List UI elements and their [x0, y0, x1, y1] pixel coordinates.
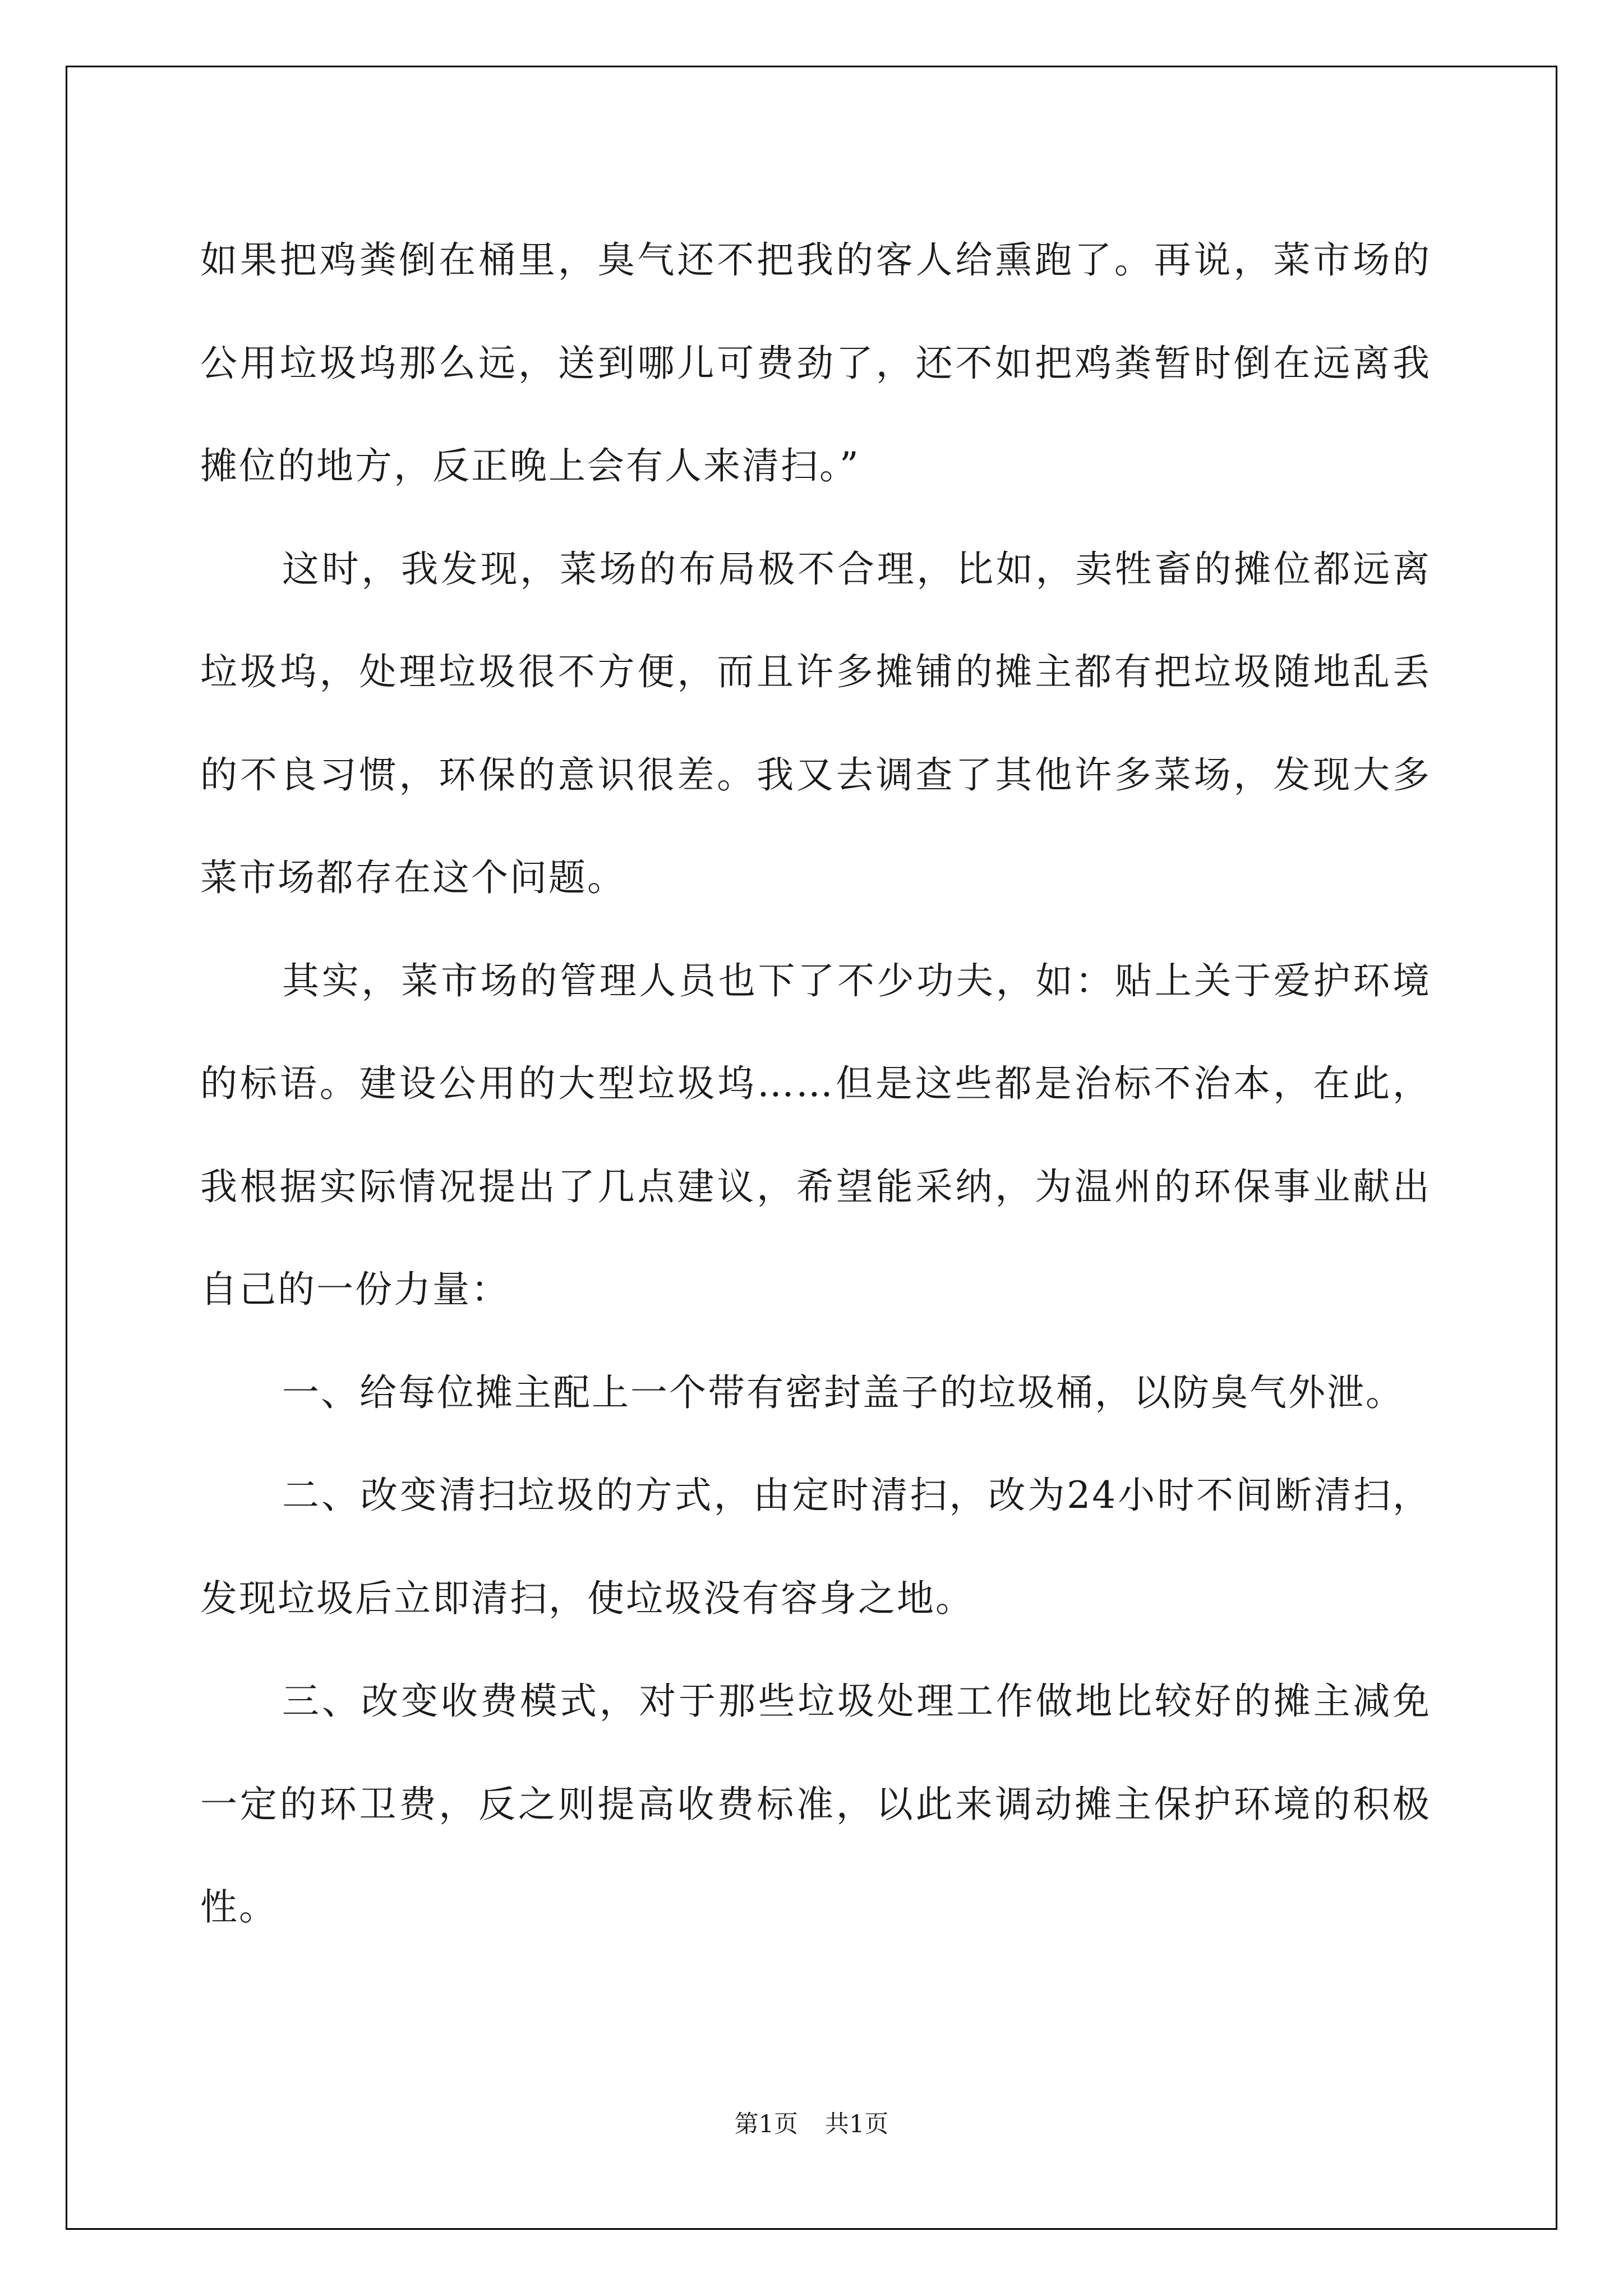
- document-body: [200, 209, 1431, 1959]
- paragraph-market-layout: 这时，我发现，菜场的布局极不合理，比如，卖牲畜的摊位都远离垃圾坞，处理垃圾很不方便，而且许多摊铺的摊主都有把垃圾随地乱丢的不良习惯，环保的意识很差。我又去调查了其他许多菜场，发现大多菜市场都存在这个问题。: [200, 547, 1431, 899]
- page-number-total: 共1页: [825, 2110, 889, 2138]
- page-footer: [0, 2110, 1623, 2139]
- suggestion-three: 三、改变收费模式，对于那些垃圾处理工作做地比较好的摊主减免一定的环卫费，反之则提高收费标准，以此来调动摊主保护环境的积极性。: [200, 1680, 1431, 1929]
- paragraph-management-efforts: 其实，菜市场的管理人员也下了不少功夫，如：贴上关于爱护环境的标语。建设公用的大型垃圾坞……但是这些都是治标不治本，在此，我根据实际情况提出了几点建议，希望能采纳，为温州的环保事业献出自己的一份力量：: [200, 959, 1431, 1311]
- paragraph-continuation: 如果把鸡粪倒在桶里，臭气还不把我的客人给熏跑了。再说，菜市场的公用垃圾坞那么远，送到哪儿可费劲了，还不如把鸡粪暂时倒在远离我摊位的地方，反正晚上会有人来清扫。”: [200, 238, 1431, 487]
- page-number-current: 第1页: [734, 2110, 798, 2138]
- suggestion-two: 二、改变清扫垃圾的方式，由定时清扫，改为24小时不间断清扫，发现垃圾后立即清扫，使垃圾没有容身之地。: [200, 1474, 1431, 1620]
- suggestion-one: 一、给每位摊主配上一个带有密封盖子的垃圾桶，以防臭气外泄。: [282, 1370, 1404, 1414]
